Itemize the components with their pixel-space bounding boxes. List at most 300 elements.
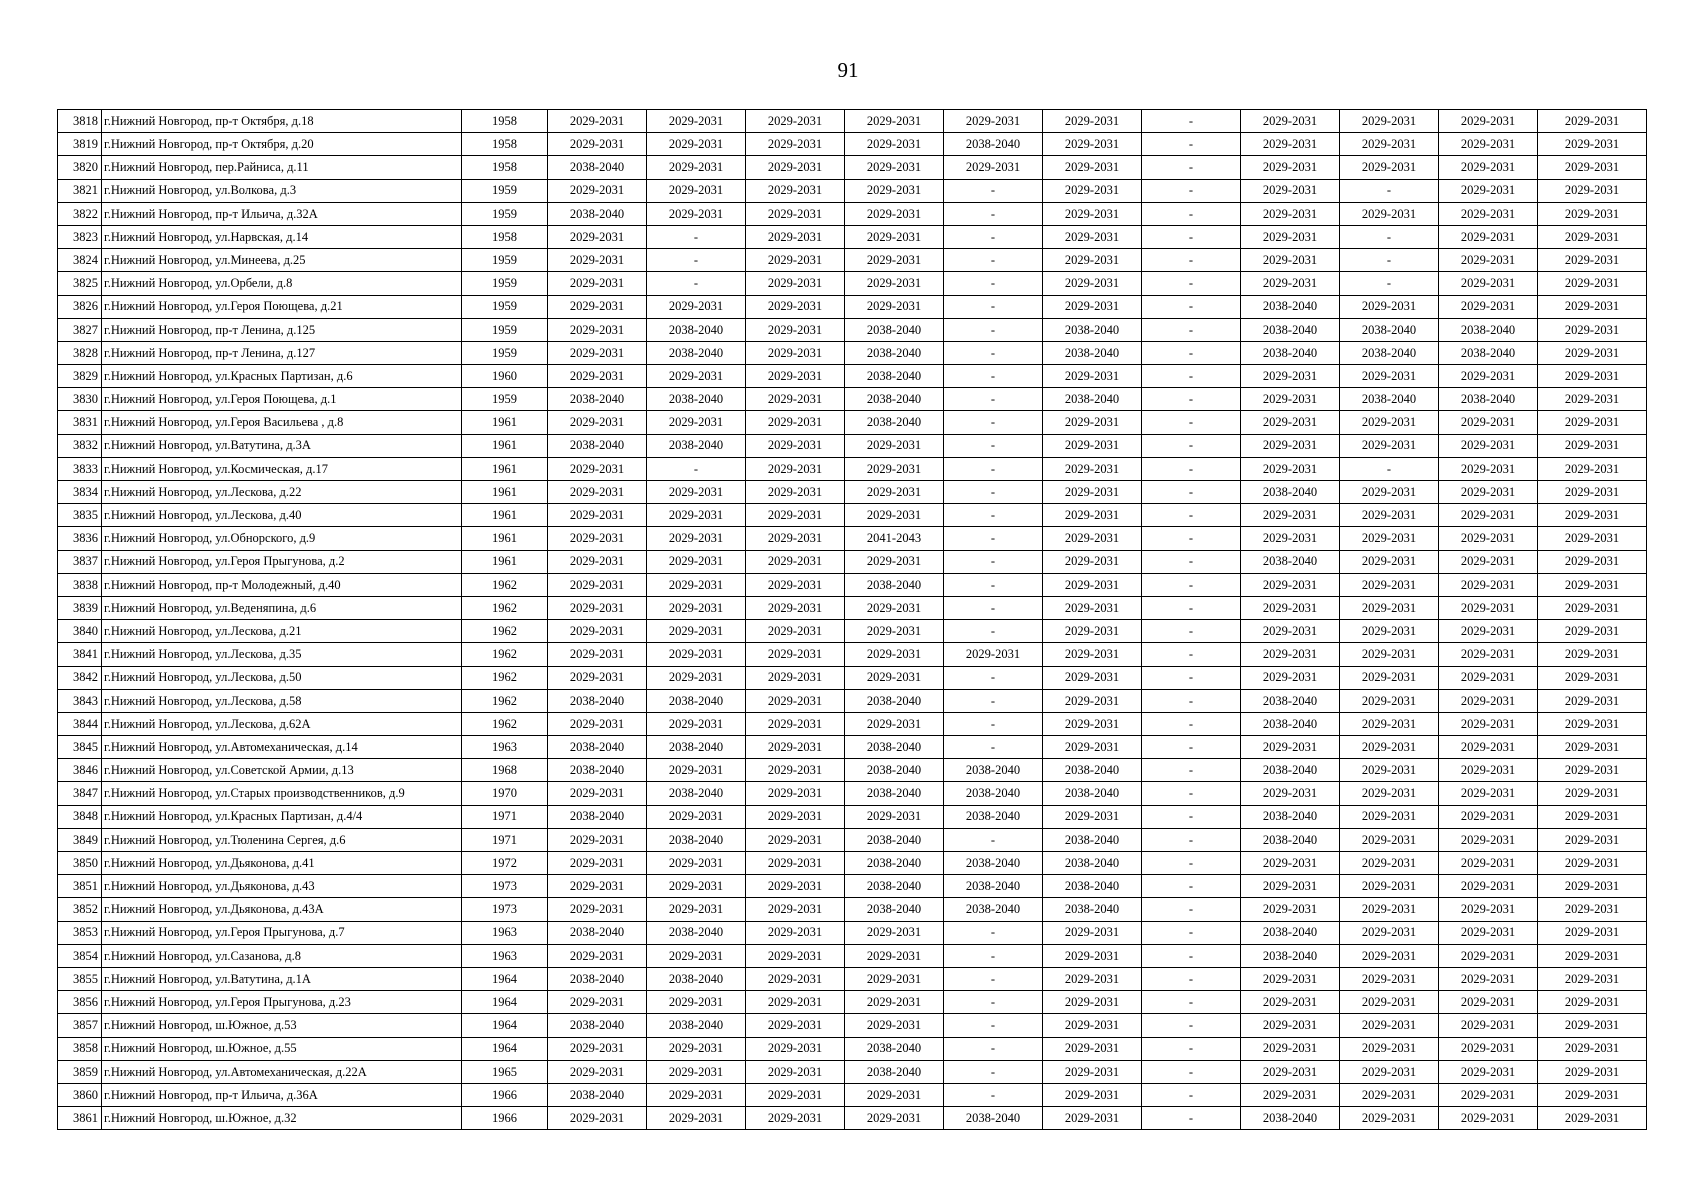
period-cell-1: 2029-2031 (548, 573, 647, 596)
period-cell-1: 2038-2040 (548, 921, 647, 944)
period-cell-1: 2029-2031 (548, 1060, 647, 1083)
address-cell: г.Нижний Новгород, ул.Героя Васильева , д.8 (102, 411, 462, 434)
period-cell-3: 2029-2031 (746, 272, 845, 295)
period-cell-9: 2029-2031 (1340, 712, 1439, 735)
period-cell-1: 2029-2031 (548, 643, 647, 666)
period-cell-9: 2029-2031 (1340, 759, 1439, 782)
table-row (58, 411, 1647, 434)
build-year-cell: 1966 (462, 1083, 548, 1106)
table-row (58, 573, 1647, 596)
period-cell-4: 2029-2031 (845, 133, 944, 156)
build-year-cell: 1962 (462, 620, 548, 643)
period-cell-8: 2029-2031 (1241, 388, 1340, 411)
address-cell: г.Нижний Новгород, ул.Дьяконова, д.41 (102, 852, 462, 875)
period-cell-10: 2029-2031 (1439, 1060, 1538, 1083)
period-cell-4: 2038-2040 (845, 736, 944, 759)
period-cell-2: 2038-2040 (647, 318, 746, 341)
period-cell-7: - (1142, 341, 1241, 364)
period-cell-1: 2029-2031 (548, 225, 647, 248)
period-cell-3: 2029-2031 (746, 457, 845, 480)
period-cell-6: 2038-2040 (1043, 759, 1142, 782)
period-cell-9: 2029-2031 (1340, 643, 1439, 666)
table-row (58, 341, 1647, 364)
period-cell-1: 2029-2031 (548, 133, 647, 156)
period-cell-7: - (1142, 573, 1241, 596)
period-cell-10: 2029-2031 (1439, 1014, 1538, 1037)
period-cell-4: 2038-2040 (845, 1060, 944, 1083)
period-cell-1: 2029-2031 (548, 712, 647, 735)
period-cell-4: 2029-2031 (845, 225, 944, 248)
period-cell-8: 2038-2040 (1241, 295, 1340, 318)
period-cell-3: 2029-2031 (746, 225, 845, 248)
period-cell-8: 2029-2031 (1241, 411, 1340, 434)
build-year-cell: 1962 (462, 689, 548, 712)
period-cell-5: - (944, 341, 1043, 364)
period-cell-6: 2029-2031 (1043, 620, 1142, 643)
period-cell-10: 2029-2031 (1439, 411, 1538, 434)
period-cell-1: 2029-2031 (548, 179, 647, 202)
period-cell-6: 2038-2040 (1043, 388, 1142, 411)
period-cell-3: 2029-2031 (746, 318, 845, 341)
period-cell-6: 2029-2031 (1043, 712, 1142, 735)
period-cell-10: 2029-2031 (1439, 202, 1538, 225)
period-cell-11: 2029-2031 (1538, 1014, 1647, 1037)
build-year-cell: 1964 (462, 1014, 548, 1037)
address-cell: г.Нижний Новгород, пр-т Молодежный, д.40 (102, 573, 462, 596)
period-cell-4: 2038-2040 (845, 759, 944, 782)
period-cell-7: - (1142, 921, 1241, 944)
period-cell-3: 2029-2031 (746, 782, 845, 805)
address-cell: г.Нижний Новгород, ул.Лескова, д.58 (102, 689, 462, 712)
period-cell-2: 2029-2031 (647, 1060, 746, 1083)
period-cell-5: - (944, 828, 1043, 851)
row-number-cell: 3850 (58, 852, 102, 875)
period-cell-9: 2029-2031 (1340, 573, 1439, 596)
table-row (58, 249, 1647, 272)
period-cell-10: 2029-2031 (1439, 666, 1538, 689)
period-cell-3: 2029-2031 (746, 666, 845, 689)
build-year-cell: 1961 (462, 527, 548, 550)
period-cell-9: 2029-2031 (1340, 434, 1439, 457)
build-year-cell: 1962 (462, 573, 548, 596)
period-cell-3: 2029-2031 (746, 133, 845, 156)
table-body (58, 110, 1647, 1130)
table-row (58, 1060, 1647, 1083)
period-cell-10: 2029-2031 (1439, 434, 1538, 457)
period-cell-1: 2038-2040 (548, 967, 647, 990)
build-year-cell: 1961 (462, 504, 548, 527)
period-cell-3: 2029-2031 (746, 759, 845, 782)
row-number-cell: 3836 (58, 527, 102, 550)
address-cell: г.Нижний Новгород, ул.Волкова, д.3 (102, 179, 462, 202)
period-cell-2: 2029-2031 (647, 875, 746, 898)
period-cell-9: 2029-2031 (1340, 156, 1439, 179)
period-cell-3: 2029-2031 (746, 434, 845, 457)
period-cell-11: 2029-2031 (1538, 156, 1647, 179)
period-cell-6: 2029-2031 (1043, 944, 1142, 967)
period-cell-2: 2038-2040 (647, 921, 746, 944)
period-cell-8: 2029-2031 (1241, 156, 1340, 179)
period-cell-8: 2029-2031 (1241, 898, 1340, 921)
period-cell-5: - (944, 1014, 1043, 1037)
build-year-cell: 1963 (462, 921, 548, 944)
row-number-cell: 3832 (58, 434, 102, 457)
period-cell-4: 2038-2040 (845, 341, 944, 364)
period-cell-8: 2029-2031 (1241, 596, 1340, 619)
period-cell-5: - (944, 295, 1043, 318)
period-cell-1: 2029-2031 (548, 318, 647, 341)
period-cell-6: 2029-2031 (1043, 295, 1142, 318)
period-cell-7: - (1142, 388, 1241, 411)
table-row (58, 110, 1647, 133)
period-cell-2: 2029-2031 (647, 202, 746, 225)
period-cell-7: - (1142, 179, 1241, 202)
period-cell-5: - (944, 991, 1043, 1014)
period-cell-5: - (944, 434, 1043, 457)
period-cell-7: - (1142, 156, 1241, 179)
period-cell-7: - (1142, 736, 1241, 759)
table-row (58, 133, 1647, 156)
period-cell-8: 2029-2031 (1241, 991, 1340, 1014)
period-cell-1: 2029-2031 (548, 782, 647, 805)
period-cell-5: - (944, 921, 1043, 944)
period-cell-2: 2029-2031 (647, 805, 746, 828)
period-cell-4: 2038-2040 (845, 1037, 944, 1060)
period-cell-7: - (1142, 596, 1241, 619)
period-cell-3: 2029-2031 (746, 596, 845, 619)
period-cell-7: - (1142, 1014, 1241, 1037)
period-cell-11: 2029-2031 (1538, 318, 1647, 341)
row-number-cell: 3820 (58, 156, 102, 179)
period-cell-9: 2029-2031 (1340, 967, 1439, 990)
build-year-cell: 1966 (462, 1107, 548, 1130)
row-number-cell: 3858 (58, 1037, 102, 1060)
period-cell-7: - (1142, 967, 1241, 990)
period-cell-2: 2029-2031 (647, 620, 746, 643)
period-cell-2: 2029-2031 (647, 666, 746, 689)
period-cell-1: 2029-2031 (548, 365, 647, 388)
period-cell-10: 2029-2031 (1439, 133, 1538, 156)
period-cell-9: 2029-2031 (1340, 202, 1439, 225)
period-cell-8: 2029-2031 (1241, 573, 1340, 596)
period-cell-5: - (944, 712, 1043, 735)
period-cell-8: 2029-2031 (1241, 1014, 1340, 1037)
period-cell-3: 2029-2031 (746, 179, 845, 202)
period-cell-3: 2029-2031 (746, 1014, 845, 1037)
row-number-cell: 3821 (58, 179, 102, 202)
table-row (58, 759, 1647, 782)
period-cell-6: 2029-2031 (1043, 225, 1142, 248)
build-year-cell: 1968 (462, 759, 548, 782)
table-row (58, 921, 1647, 944)
period-cell-4: 2038-2040 (845, 388, 944, 411)
period-cell-5: 2038-2040 (944, 898, 1043, 921)
period-cell-10: 2029-2031 (1439, 712, 1538, 735)
build-year-cell: 1973 (462, 875, 548, 898)
period-cell-2: 2029-2031 (647, 712, 746, 735)
period-cell-3: 2029-2031 (746, 249, 845, 272)
period-cell-1: 2029-2031 (548, 110, 647, 133)
period-cell-7: - (1142, 689, 1241, 712)
period-cell-2: 2029-2031 (647, 295, 746, 318)
period-cell-3: 2029-2031 (746, 689, 845, 712)
period-cell-2: 2038-2040 (647, 736, 746, 759)
period-cell-10: 2029-2031 (1439, 156, 1538, 179)
row-number-cell: 3831 (58, 411, 102, 434)
period-cell-9: 2029-2031 (1340, 596, 1439, 619)
address-cell: г.Нижний Новгород, ул.Нарвская, д.14 (102, 225, 462, 248)
period-cell-11: 2029-2031 (1538, 596, 1647, 619)
period-cell-8: 2029-2031 (1241, 620, 1340, 643)
address-cell: г.Нижний Новгород, пр-т Октября, д.18 (102, 110, 462, 133)
period-cell-2: 2029-2031 (647, 991, 746, 1014)
period-cell-7: - (1142, 944, 1241, 967)
build-year-cell: 1964 (462, 967, 548, 990)
period-cell-6: 2029-2031 (1043, 110, 1142, 133)
row-number-cell: 3834 (58, 481, 102, 504)
period-cell-8: 2038-2040 (1241, 481, 1340, 504)
table-row (58, 805, 1647, 828)
period-cell-7: - (1142, 1060, 1241, 1083)
period-cell-11: 2029-2031 (1538, 828, 1647, 851)
address-cell: г.Нижний Новгород, ул.Красных Партизан, д.4/4 (102, 805, 462, 828)
period-cell-6: 2029-2031 (1043, 434, 1142, 457)
build-year-cell: 1961 (462, 550, 548, 573)
table-row (58, 225, 1647, 248)
period-cell-7: - (1142, 643, 1241, 666)
table-row (58, 527, 1647, 550)
build-year-cell: 1960 (462, 365, 548, 388)
table-row (58, 434, 1647, 457)
table-row (58, 782, 1647, 805)
period-cell-11: 2029-2031 (1538, 967, 1647, 990)
period-cell-3: 2029-2031 (746, 295, 845, 318)
period-cell-7: - (1142, 434, 1241, 457)
period-cell-7: - (1142, 504, 1241, 527)
period-cell-6: 2029-2031 (1043, 1107, 1142, 1130)
period-cell-9: 2029-2031 (1340, 295, 1439, 318)
period-cell-2: 2029-2031 (647, 643, 746, 666)
housing-repair-schedule-table (57, 109, 1647, 1130)
table-row (58, 852, 1647, 875)
period-cell-3: 2029-2031 (746, 991, 845, 1014)
period-cell-10: 2029-2031 (1439, 272, 1538, 295)
row-number-cell: 3857 (58, 1014, 102, 1037)
period-cell-4: 2029-2031 (845, 620, 944, 643)
period-cell-3: 2029-2031 (746, 805, 845, 828)
period-cell-7: - (1142, 782, 1241, 805)
period-cell-11: 2029-2031 (1538, 504, 1647, 527)
period-cell-8: 2029-2031 (1241, 504, 1340, 527)
period-cell-4: 2029-2031 (845, 481, 944, 504)
period-cell-3: 2029-2031 (746, 550, 845, 573)
period-cell-10: 2029-2031 (1439, 944, 1538, 967)
row-number-cell: 3833 (58, 457, 102, 480)
period-cell-11: 2029-2031 (1538, 527, 1647, 550)
period-cell-9: 2029-2031 (1340, 1083, 1439, 1106)
period-cell-3: 2029-2031 (746, 712, 845, 735)
period-cell-9: 2029-2031 (1340, 365, 1439, 388)
period-cell-5: - (944, 1083, 1043, 1106)
period-cell-2: 2038-2040 (647, 1014, 746, 1037)
period-cell-4: 2038-2040 (845, 898, 944, 921)
period-cell-10: 2029-2031 (1439, 828, 1538, 851)
period-cell-11: 2029-2031 (1538, 736, 1647, 759)
period-cell-9: 2029-2031 (1340, 828, 1439, 851)
period-cell-8: 2029-2031 (1241, 527, 1340, 550)
row-number-cell: 3819 (58, 133, 102, 156)
period-cell-1: 2029-2031 (548, 620, 647, 643)
period-cell-11: 2029-2031 (1538, 133, 1647, 156)
period-cell-1: 2029-2031 (548, 481, 647, 504)
period-cell-4: 2029-2031 (845, 295, 944, 318)
period-cell-2: 2029-2031 (647, 504, 746, 527)
period-cell-3: 2029-2031 (746, 1107, 845, 1130)
table-row (58, 898, 1647, 921)
address-cell: г.Нижний Новгород, пр-т Ленина, д.125 (102, 318, 462, 341)
period-cell-9: 2029-2031 (1340, 898, 1439, 921)
period-cell-11: 2029-2031 (1538, 921, 1647, 944)
period-cell-10: 2029-2031 (1439, 457, 1538, 480)
table-row (58, 1107, 1647, 1130)
address-cell: г.Нижний Новгород, ул.Ватутина, д.3А (102, 434, 462, 457)
period-cell-11: 2029-2031 (1538, 643, 1647, 666)
period-cell-5: 2038-2040 (944, 805, 1043, 828)
period-cell-8: 2029-2031 (1241, 457, 1340, 480)
period-cell-7: - (1142, 1037, 1241, 1060)
period-cell-8: 2038-2040 (1241, 550, 1340, 573)
period-cell-3: 2029-2031 (746, 156, 845, 179)
period-cell-2: 2029-2031 (647, 898, 746, 921)
table-row (58, 666, 1647, 689)
period-cell-3: 2029-2031 (746, 365, 845, 388)
period-cell-1: 2038-2040 (548, 156, 647, 179)
period-cell-5: - (944, 666, 1043, 689)
period-cell-4: 2038-2040 (845, 411, 944, 434)
period-cell-6: 2029-2031 (1043, 156, 1142, 179)
period-cell-11: 2029-2031 (1538, 991, 1647, 1014)
address-cell: г.Нижний Новгород, ул.Героя Поющева, д.21 (102, 295, 462, 318)
period-cell-3: 2029-2031 (746, 573, 845, 596)
build-year-cell: 1961 (462, 481, 548, 504)
period-cell-1: 2029-2031 (548, 457, 647, 480)
period-cell-10: 2029-2031 (1439, 1107, 1538, 1130)
period-cell-11: 2029-2031 (1538, 1107, 1647, 1130)
period-cell-8: 2029-2031 (1241, 1060, 1340, 1083)
period-cell-7: - (1142, 991, 1241, 1014)
row-number-cell: 3830 (58, 388, 102, 411)
period-cell-9: 2029-2031 (1340, 666, 1439, 689)
table-row (58, 457, 1647, 480)
table-row (58, 1014, 1647, 1037)
period-cell-6: 2029-2031 (1043, 411, 1142, 434)
period-cell-1: 2029-2031 (548, 295, 647, 318)
address-cell: г.Нижний Новгород, ул.Героя Прыгунова, д.7 (102, 921, 462, 944)
period-cell-6: 2029-2031 (1043, 179, 1142, 202)
build-year-cell: 1971 (462, 805, 548, 828)
row-number-cell: 3838 (58, 573, 102, 596)
period-cell-3: 2029-2031 (746, 967, 845, 990)
period-cell-6: 2029-2031 (1043, 133, 1142, 156)
period-cell-9: 2029-2031 (1340, 1060, 1439, 1083)
period-cell-11: 2029-2031 (1538, 272, 1647, 295)
period-cell-6: 2029-2031 (1043, 365, 1142, 388)
period-cell-7: - (1142, 620, 1241, 643)
row-number-cell: 3823 (58, 225, 102, 248)
table-row (58, 318, 1647, 341)
period-cell-1: 2029-2031 (548, 666, 647, 689)
period-cell-3: 2029-2031 (746, 504, 845, 527)
period-cell-11: 2029-2031 (1538, 457, 1647, 480)
period-cell-11: 2029-2031 (1538, 898, 1647, 921)
period-cell-11: 2029-2031 (1538, 249, 1647, 272)
period-cell-6: 2029-2031 (1043, 1037, 1142, 1060)
period-cell-7: - (1142, 712, 1241, 735)
period-cell-4: 2029-2031 (845, 550, 944, 573)
period-cell-2: 2029-2031 (647, 596, 746, 619)
address-cell: г.Нижний Новгород, ул.Веденяпина, д.6 (102, 596, 462, 619)
period-cell-2: 2029-2031 (647, 759, 746, 782)
period-cell-1: 2029-2031 (548, 852, 647, 875)
period-cell-5: - (944, 457, 1043, 480)
period-cell-10: 2038-2040 (1439, 341, 1538, 364)
row-number-cell: 3847 (58, 782, 102, 805)
period-cell-11: 2029-2031 (1538, 225, 1647, 248)
period-cell-9: 2038-2040 (1340, 341, 1439, 364)
table-row (58, 712, 1647, 735)
period-cell-10: 2029-2031 (1439, 875, 1538, 898)
period-cell-5: - (944, 620, 1043, 643)
period-cell-11: 2029-2031 (1538, 110, 1647, 133)
address-cell: г.Нижний Новгород, ш.Южное, д.55 (102, 1037, 462, 1060)
period-cell-11: 2029-2031 (1538, 1060, 1647, 1083)
row-number-cell: 3835 (58, 504, 102, 527)
period-cell-8: 2029-2031 (1241, 736, 1340, 759)
period-cell-10: 2029-2031 (1439, 620, 1538, 643)
period-cell-4: 2029-2031 (845, 179, 944, 202)
period-cell-9: 2029-2031 (1340, 1107, 1439, 1130)
address-cell: г.Нижний Новгород, ул.Автомеханическая, д.14 (102, 736, 462, 759)
period-cell-5: 2038-2040 (944, 852, 1043, 875)
period-cell-2: 2029-2031 (647, 411, 746, 434)
period-cell-2: 2029-2031 (647, 550, 746, 573)
period-cell-10: 2029-2031 (1439, 736, 1538, 759)
period-cell-5: - (944, 272, 1043, 295)
period-cell-5: - (944, 411, 1043, 434)
period-cell-6: 2029-2031 (1043, 202, 1142, 225)
address-cell: г.Нижний Новгород, пр-т Ильича, д.32А (102, 202, 462, 225)
period-cell-6: 2038-2040 (1043, 828, 1142, 851)
period-cell-1: 2038-2040 (548, 805, 647, 828)
period-cell-6: 2029-2031 (1043, 967, 1142, 990)
period-cell-10: 2029-2031 (1439, 689, 1538, 712)
period-cell-1: 2029-2031 (548, 411, 647, 434)
period-cell-8: 2029-2031 (1241, 365, 1340, 388)
period-cell-4: 2038-2040 (845, 852, 944, 875)
row-number-cell: 3845 (58, 736, 102, 759)
address-cell: г.Нижний Новгород, ул.Лескова, д.40 (102, 504, 462, 527)
address-cell: г.Нижний Новгород, ул.Героя Прыгунова, д.23 (102, 991, 462, 1014)
address-cell: г.Нижний Новгород, ул.Старых производственников, д.9 (102, 782, 462, 805)
period-cell-11: 2029-2031 (1538, 341, 1647, 364)
period-cell-1: 2029-2031 (548, 828, 647, 851)
period-cell-1: 2029-2031 (548, 527, 647, 550)
period-cell-9: 2029-2031 (1340, 1014, 1439, 1037)
address-cell: г.Нижний Новгород, ул.Орбели, д.8 (102, 272, 462, 295)
period-cell-1: 2029-2031 (548, 898, 647, 921)
period-cell-9: 2029-2031 (1340, 875, 1439, 898)
table-row (58, 272, 1647, 295)
